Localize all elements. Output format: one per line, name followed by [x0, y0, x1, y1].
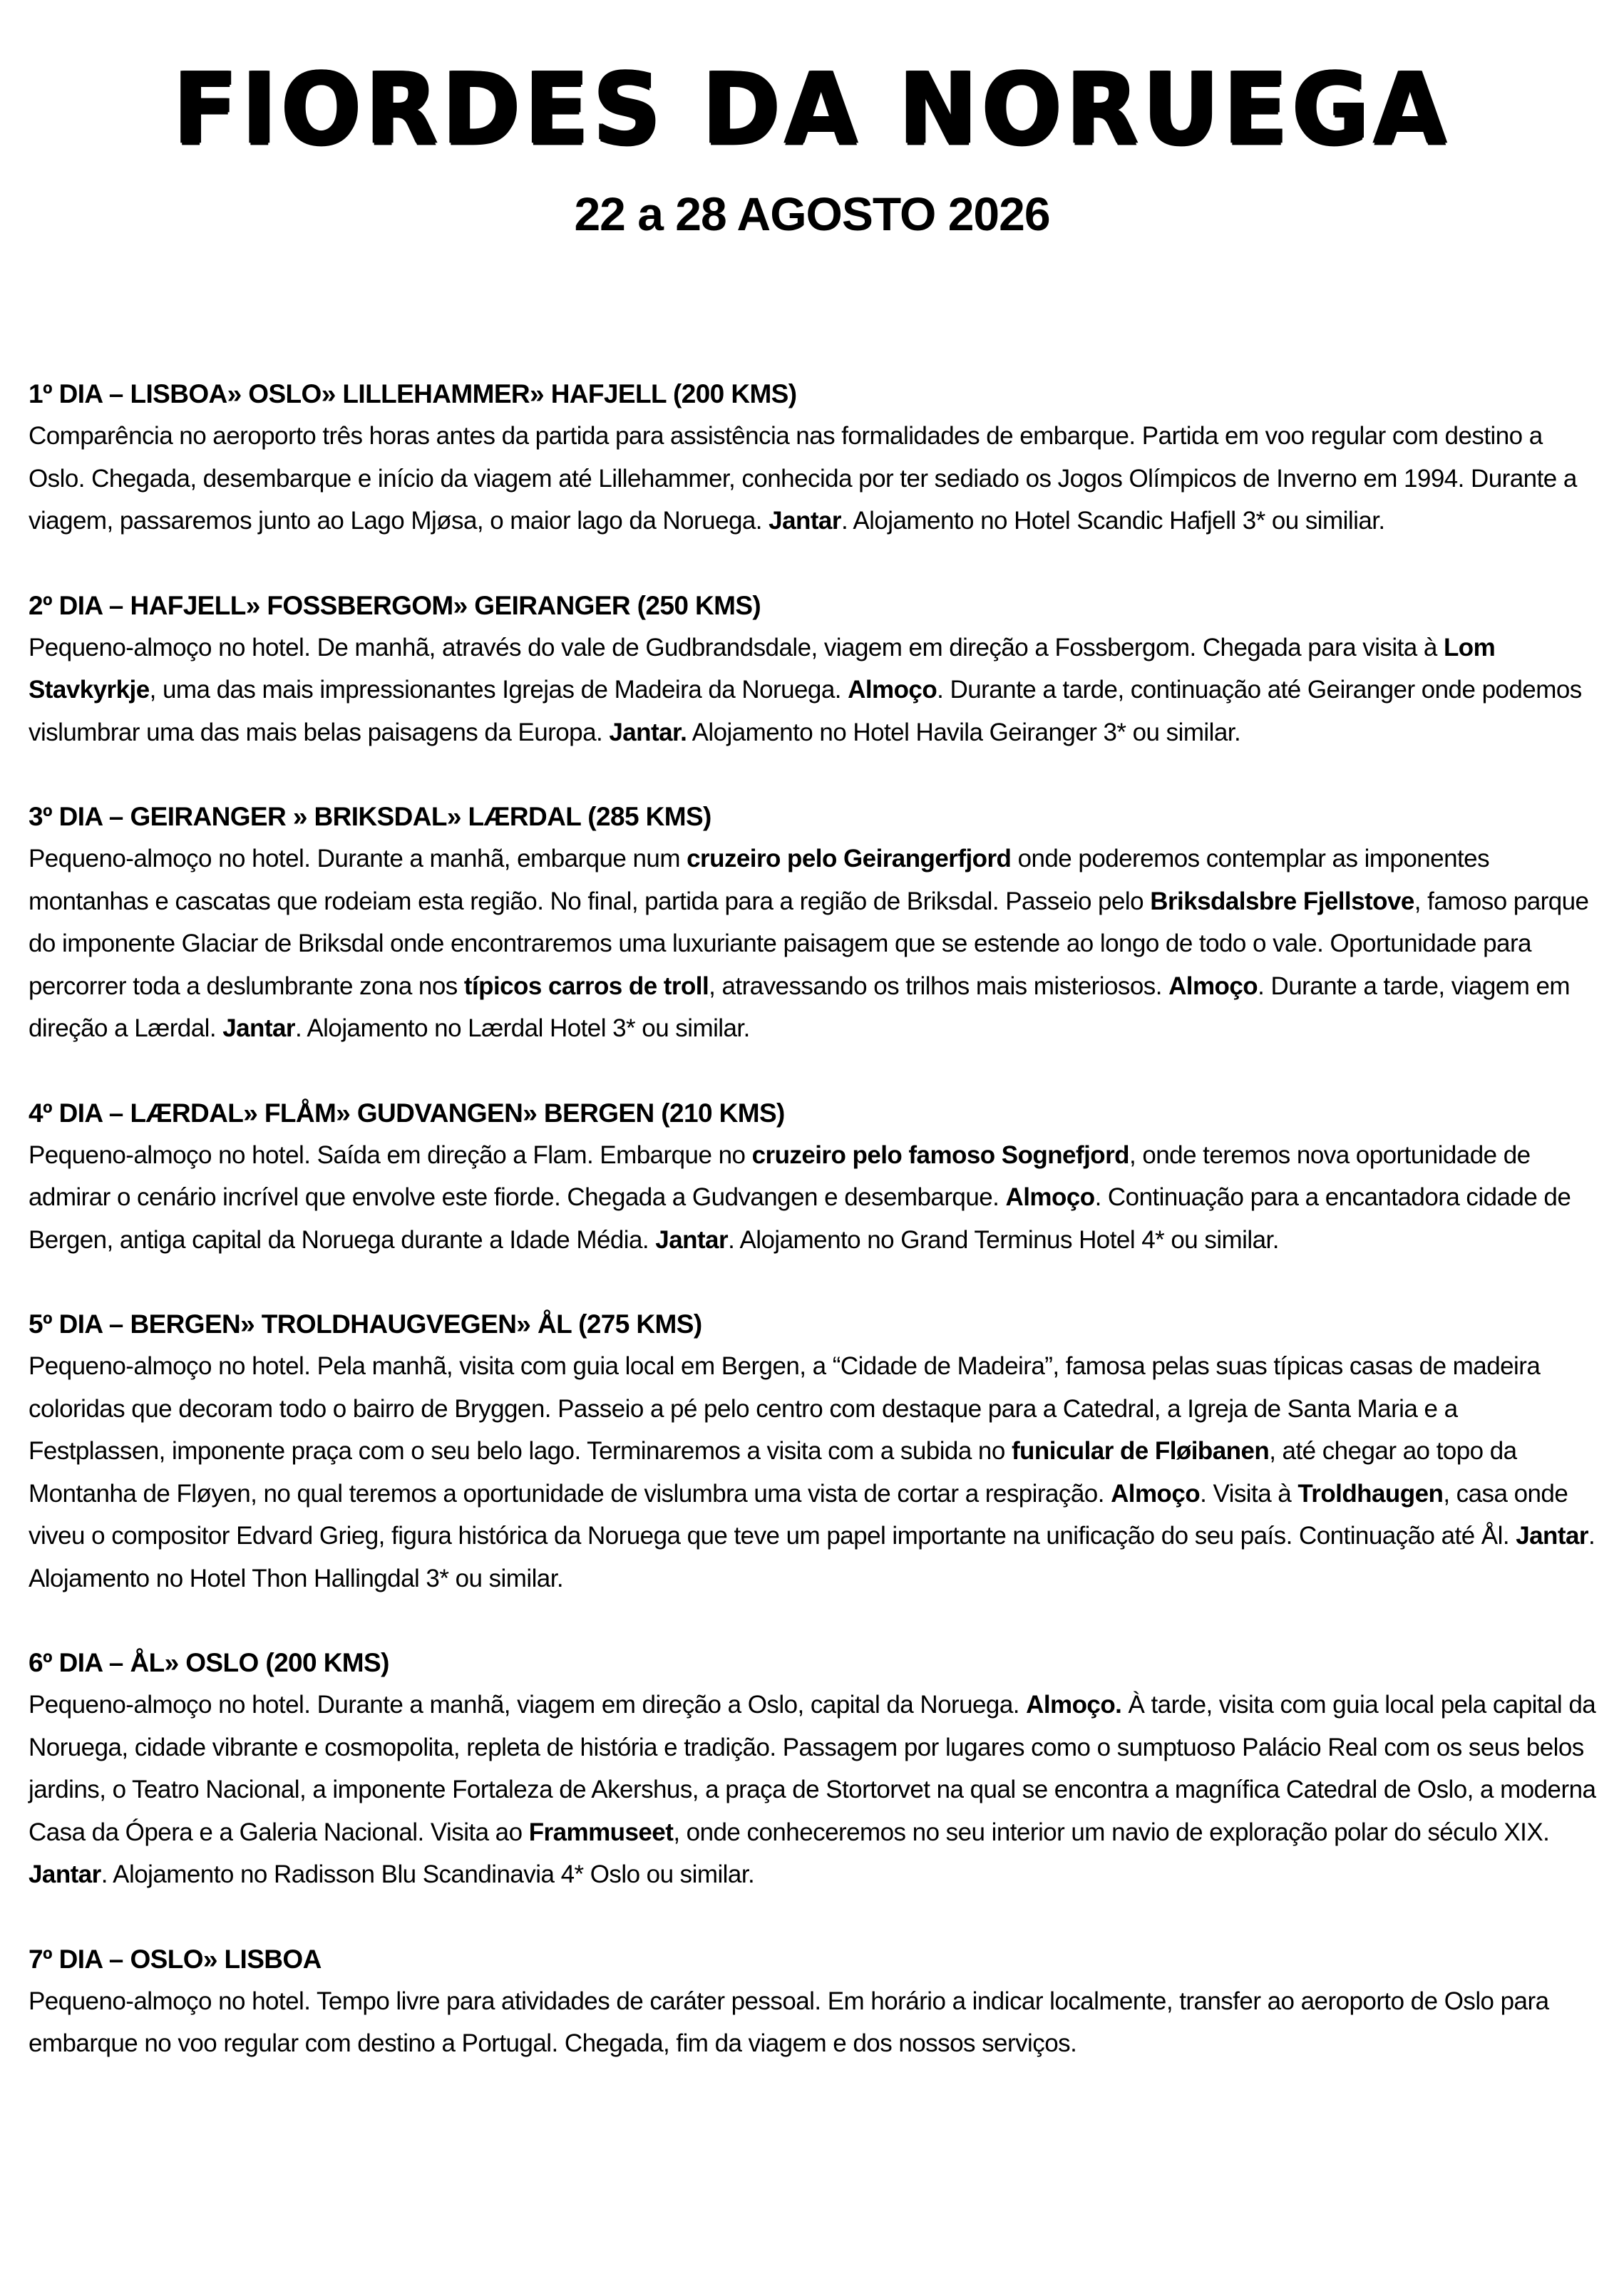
- highlight-text: Lom Stavkyrkje: [29, 633, 1496, 704]
- itinerary-day-5: [29, 1304, 1600, 1600]
- itinerary-day-3: [29, 796, 1600, 1050]
- itinerary-day-1: [29, 374, 1600, 542]
- body-text: À tarde, visita com guia local pela capital da Noruega, cidade vibrante e cosmopolita, repleta de história e tradição. Passagem por lugares como o sumptuoso Palácio Real com os seus belos jardins, o Teatro Nacional, a imponente Fortaleza de Akershus, a praça de Stortorvet na qual se encontra a magnífica Catedral de Oslo, a moderna Casa da Ópera e a Galeria Nacional. Visita ao: [29, 1691, 1596, 1846]
- itinerary: [29, 374, 1600, 2108]
- trip-dates: 22 a 28 AGOSTO 2026: [574, 187, 1050, 240]
- body-text: Pequeno-almoço no hotel. Tempo livre para atividades de caráter pessoal. Em horário a indicar localmente, transfer ao aeroporto de Oslo para embarque no voo regular com destino a Portugal. Chegada, fim da viagem e dos nossos serviços.: [29, 1987, 1549, 2057]
- highlight-text: Almoço: [1111, 1479, 1201, 1508]
- body-text: . Alojamento no Lærdal Hotel 3* ou similar.: [294, 1014, 750, 1042]
- day-heading: 7º DIA – OSLO» LISBOA: [29, 1944, 322, 1974]
- body-text: onde poderemos contemplar as imponentes montanhas e cascatas que rodeiam esta região. No final, partida para a região de Briksdal. Passeio pelo: [29, 845, 1490, 915]
- highlight-text: funicular de Fløibanen: [1011, 1437, 1270, 1465]
- highlight-text: cruzeiro pelo famoso Sognefjord: [751, 1141, 1129, 1169]
- body-text: Pequeno-almoço no hotel. Durante a manhã, embarque num: [29, 845, 687, 872]
- body-text: Pequeno-almoço no hotel. Pela manhã, visita com guia local em Bergen, a “Cidade de Madeira”, famosa pelas suas típicas casas de madeira coloridas que decoram todo o bairro de Bryggen. Passeio a pé pelo centro com destaque para a Catedral, a Igreja de Santa Maria e a Festplassen, imponente praça com o seu belo lago. Terminaremos a visita com a subida no: [29, 1352, 1541, 1465]
- body-text: , casa onde viveu o compositor Edvard Grieg, figura histórica da Noruega que teve um papel importante na unificação do seu país. Continuação até Ål.: [29, 1479, 1568, 1550]
- body-text: , até chegar ao topo da Montanha de Fløyen, no qual teremos a oportunidade de vislumbra uma vista de cortar a respiração.: [29, 1437, 1517, 1508]
- itinerary-day-6: [29, 1642, 1600, 1896]
- day-description: [29, 627, 1600, 754]
- body-text: . Alojamento no Hotel Scandic Hafjell 3* ou similiar.: [841, 507, 1385, 535]
- body-text: . Visita à: [1200, 1479, 1298, 1508]
- highlight-text: Jantar: [655, 1225, 729, 1254]
- highlight-text: Jantar: [222, 1014, 295, 1042]
- day-description: [29, 1134, 1600, 1262]
- day-heading: 2º DIA – HAFJELL» FOSSBERGOM» GEIRANGER (250 KMS): [29, 590, 761, 620]
- day-description: [29, 1684, 1600, 1896]
- body-text: Pequeno-almoço no hotel. Durante a manhã, viagem em direção a Oslo, capital da Noruega.: [29, 1691, 1027, 1719]
- highlight-text: Jantar: [769, 507, 841, 535]
- day-description: [29, 1980, 1600, 2065]
- day-heading: 4º DIA – LÆRDAL» FLÅM» GUDVANGEN» BERGEN (210 KMS): [29, 1098, 785, 1128]
- body-text: , onde conheceremos no seu interior um navio de exploração polar do século XIX.: [673, 1818, 1550, 1846]
- day-description: [29, 415, 1600, 542]
- itinerary-day-7: [29, 1939, 1600, 2065]
- body-text: , famoso parque do imponente Glaciar de Briksdal onde encontraremos uma luxuriante paisagem que se estende ao longo de todo o vale. Oportunidade para percorrer toda a deslumbrante zona nos: [29, 887, 1589, 1000]
- day-description: [29, 1345, 1600, 1600]
- itinerary-day-2: [29, 585, 1600, 754]
- highlight-text: Troldhaugen: [1297, 1479, 1444, 1508]
- highlight-text: cruzeiro pelo Geirangerfjord: [687, 845, 1012, 872]
- body-text: . Alojamento no Radisson Blu Scandinavia 4* Oslo ou similar.: [101, 1860, 755, 1888]
- body-text: Pequeno-almoço no hotel. De manhã, através do vale de Gudbrandsdale, viagem em direção a Fossbergom. Chegada para visita à: [29, 633, 1444, 661]
- highlight-text: Almoço: [1005, 1183, 1095, 1211]
- body-text: , uma das mais impressionantes Igrejas de Madeira da Noruega.: [149, 676, 848, 704]
- day-heading: 6º DIA – ÅL» OSLO (200 KMS): [29, 1648, 389, 1677]
- body-text: Alojamento no Hotel Havila Geiranger 3* ou similar.: [687, 718, 1241, 746]
- body-text: Pequeno-almoço no hotel. Saída em direção a Flam. Embarque no: [29, 1141, 752, 1169]
- highlight-text: Frammuseet: [528, 1818, 674, 1846]
- highlight-text: Almoço: [848, 676, 937, 704]
- highlight-text: Almoço.: [1026, 1691, 1122, 1719]
- body-text: Comparência no aeroporto três horas antes da partida para assistência nas formalidades de embarque. Partida em voo regular com destino a Oslo. Chegada, desembarque e início da viagem até Lillehammer, conhecida por ter sediado os Jogos Olímpicos de Inverno em 1994. Durante a viagem, passaremos junto ao Lago Mjøsa, o maior lago da Noruega.: [29, 422, 1577, 535]
- day-heading: 3º DIA – GEIRANGER » BRIKSDAL» LÆRDAL (285 KMS): [29, 802, 711, 831]
- body-text: . Durante a tarde, continuação até Geiranger onde podemos vislumbrar uma das mais belas paisagens da Europa.: [29, 676, 1582, 746]
- document-title: FIORDES DA NORUEGA: [173, 51, 1451, 167]
- body-text: , atravessando os trilhos mais misteriosos.: [709, 972, 1169, 1000]
- highlight-text: Almoço: [1168, 972, 1258, 1000]
- highlight-text: Jantar: [29, 1860, 101, 1888]
- body-text: . Durante a tarde, viagem em direção a Lærdal.: [29, 972, 1570, 1042]
- day-heading: 5º DIA – BERGEN» TROLDHAUGVEGEN» ÅL (275 KMS): [29, 1309, 702, 1339]
- highlight-text: Briksdalsbre Fjellstove: [1150, 887, 1414, 915]
- body-text: . Alojamento no Hotel Thon Hallingdal 3* ou similar.: [29, 1522, 1595, 1592]
- day-heading: 1º DIA – LISBOA» OSLO» LILLEHAMMER» HAFJELL (200 KMS): [29, 379, 797, 408]
- body-text: . Continuação para a encantadora cidade de Bergen, antiga capital da Noruega durante a Idade Média.: [29, 1183, 1571, 1254]
- highlight-text: típicos carros de troll: [463, 972, 709, 1000]
- body-text: , onde teremos nova oportunidade de admirar o cenário incrível que envolve este fiorde. Chegada a Gudvangen e desembarque.: [29, 1141, 1531, 1211]
- highlight-text: Jantar.: [609, 718, 687, 746]
- itinerary-day-4: [29, 1093, 1600, 1262]
- day-description: [29, 838, 1600, 1050]
- highlight-text: Jantar: [1516, 1522, 1588, 1550]
- body-text: . Alojamento no Grand Terminus Hotel 4* ou similar.: [728, 1225, 1279, 1254]
